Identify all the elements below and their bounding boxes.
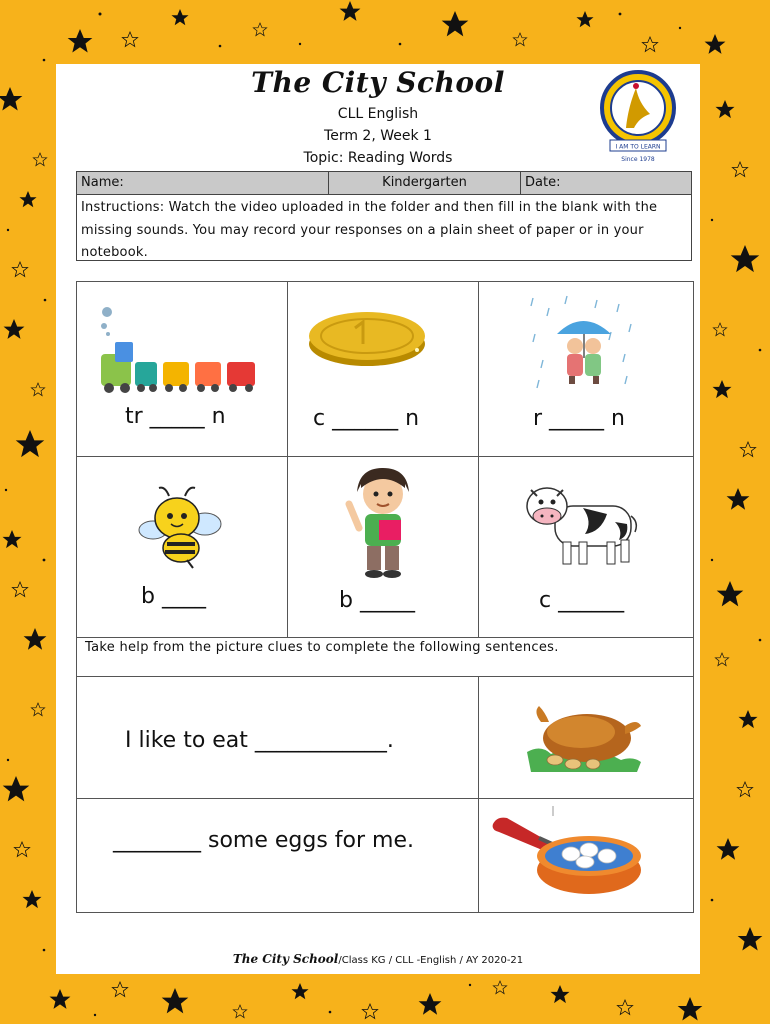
word-blank-3: r _____ n <box>533 406 625 431</box>
word-blank-5: b _____ <box>339 588 415 613</box>
term-week-line: Term 2, Week 1 <box>324 128 432 144</box>
sentence-1: I like to eat ____________. <box>125 728 394 753</box>
instructions-text: Instructions: Watch the video uploaded in the folder and then fill in the blank with the missing sounds. You may record your responses on a plain sheet of paper or in your notebook. <box>81 200 658 260</box>
logo-motto: I AM TO LEARN <box>615 143 661 151</box>
train-icon <box>95 304 277 396</box>
topic-line: Topic: Reading Words <box>303 150 453 166</box>
boy-icon <box>339 464 429 580</box>
student-info-table <box>76 171 692 261</box>
exercise-grid <box>76 281 694 913</box>
school-title: The City School <box>251 66 505 99</box>
cow-icon <box>523 482 641 572</box>
page-footer <box>56 952 700 966</box>
word-blank-4: b ____ <box>141 584 206 609</box>
coin-icon <box>305 304 435 370</box>
word-blank-6: c ______ <box>539 588 625 613</box>
name-field: Name: <box>77 172 329 194</box>
class-field: Kindergarten <box>329 172 521 194</box>
sentence-2: ________ some eggs for me. <box>113 828 414 853</box>
help-text: Take help from the picture clues to complete the following sentences. <box>85 640 559 655</box>
rain-icon <box>527 294 639 390</box>
word-blank-1: tr _____ n <box>125 404 226 429</box>
word-blank-2: c ______ n <box>313 406 420 431</box>
subject-line: CLL English <box>337 106 419 122</box>
date-field: Date: <box>525 175 561 190</box>
school-logo <box>598 70 680 164</box>
roast-chicken-icon <box>521 702 645 778</box>
logo-since: Since 1978 <box>621 156 655 163</box>
footer-details: /Class KG / CLL -English / AY 2020-21 <box>338 955 524 966</box>
info-row <box>77 172 691 195</box>
worksheet-page <box>56 64 700 974</box>
footer-brand: The City School <box>232 952 339 966</box>
frying-pan-eggs-icon <box>489 804 649 900</box>
bee-icon <box>135 484 225 570</box>
